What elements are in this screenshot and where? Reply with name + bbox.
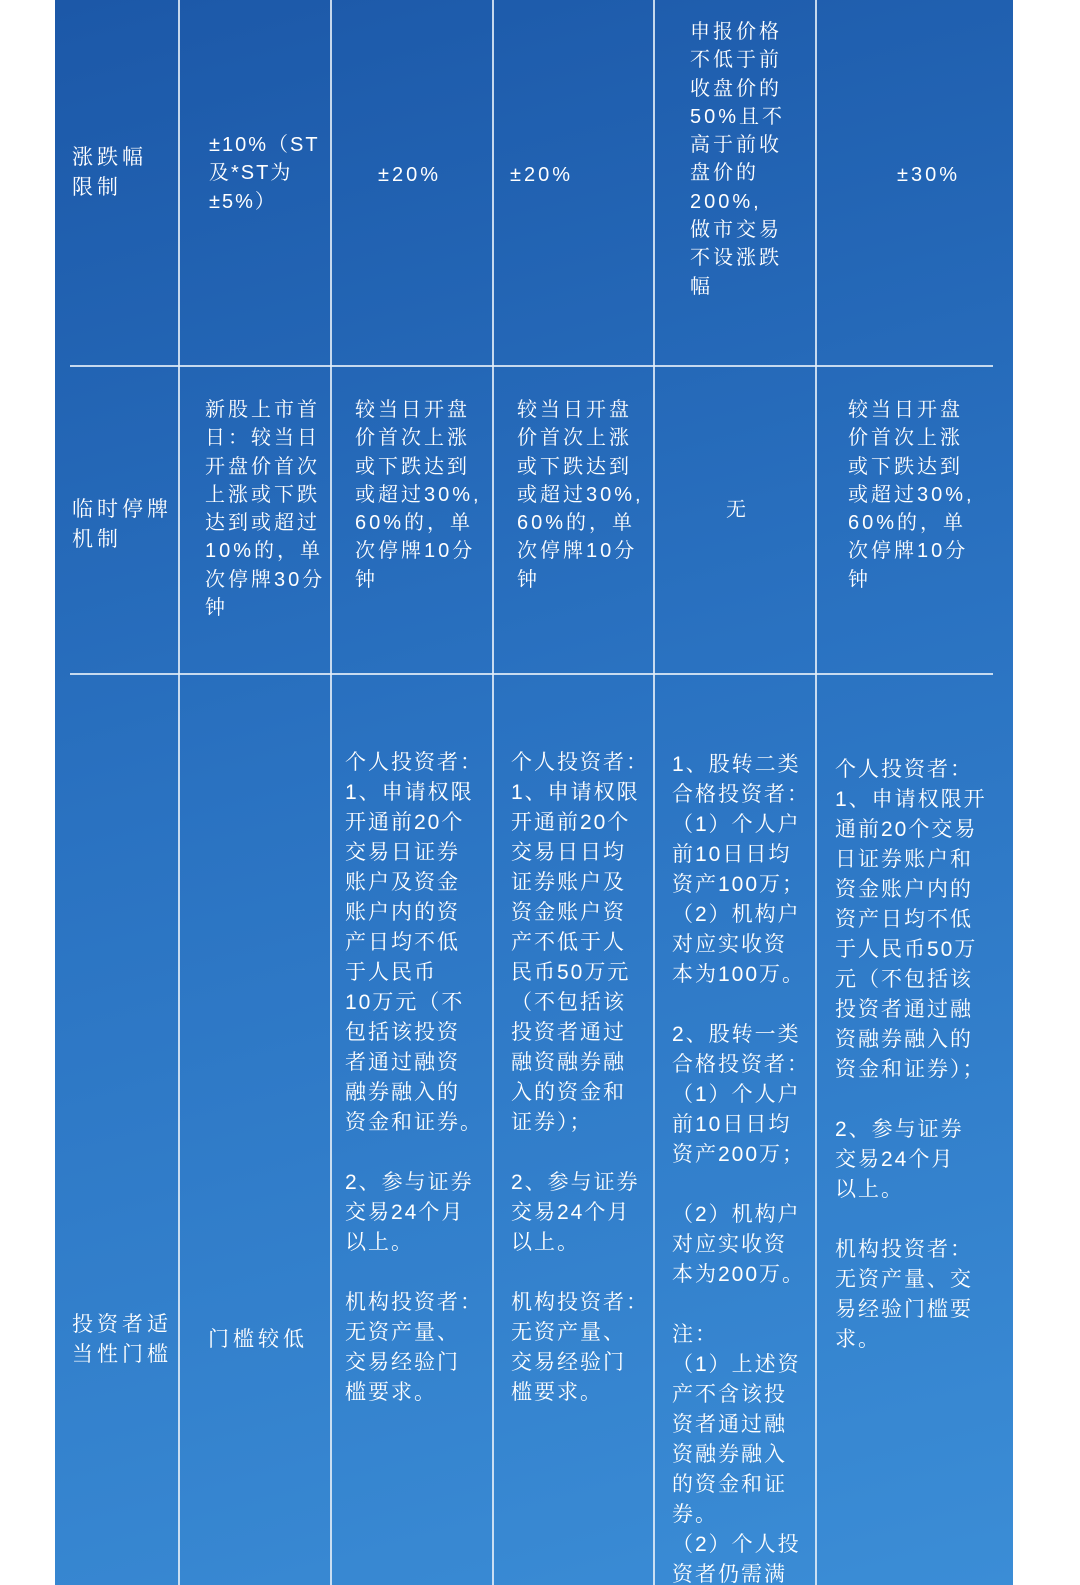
cell-trading-halt-col-2: 较当日开盘 价首次上涨 或下跌达到 或超过30%, 60%的，单 次停牌10分 钟 (355, 399, 482, 591)
cell-price-limit-col-4: 申报价格 不低于前 收盘价的 50%且不 高于前收 盘价的 200%, 做市交易 不设涨跌 幅 (690, 21, 786, 298)
row-label-price-limit: 涨跌幅 限制 (72, 146, 147, 199)
cell-investor-threshold-col-3: 个人投资者： 1、申请权限 开通前20个 交易日日均 证券账户及 资金账户资 产不低于人 民币50万元 （不包括该 投资者通过 融资融券融 入的资金和 证券）； 2、参与证券 交易24个月 以上。 机构投资者： 无资产量、 交易经验门 槛要求。 (511, 751, 649, 1404)
column-divider (492, 0, 494, 1585)
cell-investor-threshold-col-4: 1、股转二类 合格投资者： （1）个人户 前10日日均 资产100万； （2）机构户 对应实收资 本为100万。 2、股转一类 合格投资者： （1）个人户 前10日日均 资产200万； （2）机构户 对应实收资 本为200万。 注： （1）上述资 产不含该投 资者通过融 资融券融入 的资金和证 券。 （2）个人投 资者仍需满 (672, 753, 810, 1585)
cell-investor-threshold-col-5: 个人投资者： 1、申请权限开 通前20个交易 日证券账户和 资金账户内的 资产日均不低 于人民币50万 元（不包括该 投资者通过融 资融券融入的 资金和证券）； 2、参与证券 交易24个月 以上。 机构投资者： 无资产量、交 易经验门槛要 求。 (835, 758, 987, 1351)
cell-investor-threshold-col-1: 门槛较低 (208, 1328, 308, 1351)
column-divider (330, 0, 332, 1585)
row-label-investor-threshold: 投资者适 当性门槛 (72, 1313, 172, 1366)
cell-trading-halt-col-4: 无 (726, 499, 749, 521)
row-divider (70, 673, 993, 675)
cell-price-limit-col-5: ±30% (897, 164, 961, 186)
column-divider (178, 0, 180, 1585)
cell-trading-halt-col-5: 较当日开盘 价首次上涨 或下跌达到 或超过30%, 60%的，单 次停牌10分 钟 (848, 399, 975, 591)
cell-trading-halt-col-1: 新股上市首 日：较当日 开盘价首次 上涨或下跌 达到或超过 10%的，单 次停牌30分 钟 (205, 399, 326, 620)
cell-price-limit-col-1: ±10%（ST 及*ST为 ±5%） (209, 134, 320, 213)
cell-trading-halt-col-3: 较当日开盘 价首次上涨 或下跌达到 或超过30%, 60%的，单 次停牌10分 钟 (517, 399, 644, 591)
column-divider (653, 0, 655, 1585)
cell-price-limit-col-3: ±20% (510, 164, 574, 186)
row-divider (70, 365, 993, 367)
row-label-trading-halt: 临时停牌 机制 (72, 498, 172, 551)
comparison-table (55, 0, 1013, 1585)
cell-price-limit-col-2: ±20% (378, 164, 442, 186)
cell-investor-threshold-col-2: 个人投资者： 1、申请权限 开通前20个 交易日证券 账户及资金 账户内的资 产日均不低 于人民币 10万元（不 包括该投资 者通过融资 融券融入的 资金和证券。 2、参与证券 交易24个月 以上。 机构投资者： 无资产量、 交易经验门 槛要求。 (345, 751, 483, 1404)
column-divider (815, 0, 817, 1585)
